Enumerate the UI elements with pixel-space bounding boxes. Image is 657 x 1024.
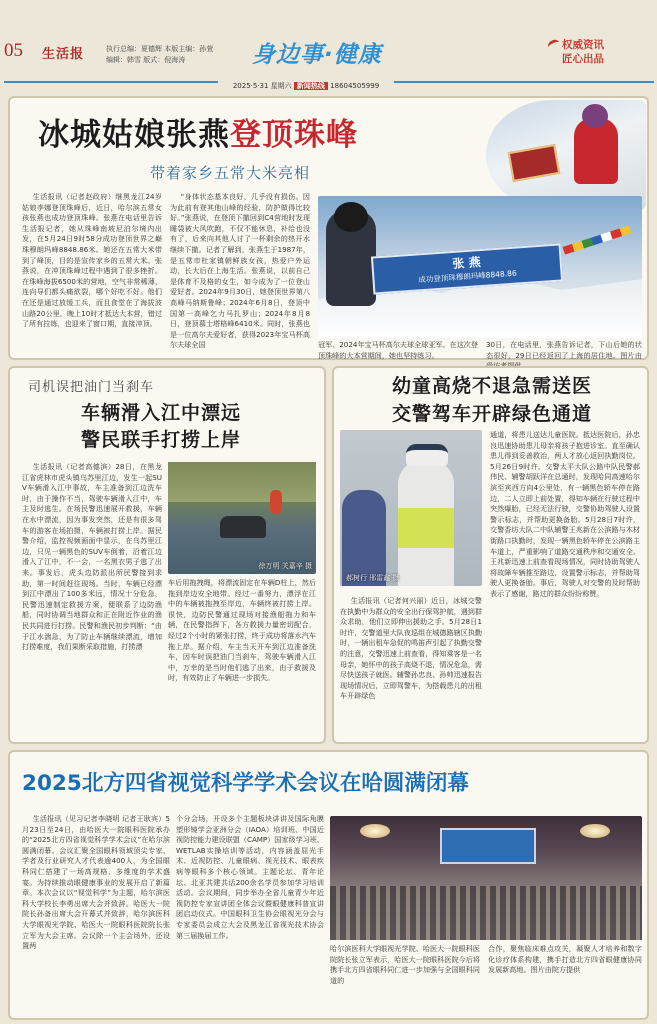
story2-col1-text: 生活报讯（记者高德滨）28日，在黑龙江省虎林市虎头镇乌苏里江边，发生一起SUV车辆滑入江中事故，车主准备到江边洗车时，由于操作不当，驾驶车辆滑入江中，车主及时逃生。在场民警迅速展开救援，车辆在水中漂流，因为事发突然，还是有很多驾车的游客在场拍摄，车辆被打捞上岸。据民警介绍，监控视频画面中显示，在乌苏里江边，只见一辆黑色的SUV车倒着，沿着江边滑入了江中，不一会，一名黑衣男子逃了出来。事发后，虎头边防派出所民警接到求助，第一时间赶往现场。当时，车辆已经漂到江中漂出了100多米远，情况十分危急，民警迅速制定救援方案，便联系了边防渔船，同时协调当地群众和正在附近作业的渔民共同进行打捞。民警和渔民初步判断：“由于江水湍急，为了防止车辆继续漂流，增加打捞难度，我们果断采取措施，打捞漂 bbox=[22, 462, 162, 652]
story2-kicker: 司机误把油门当刹车 bbox=[28, 380, 155, 395]
chandelier-left bbox=[360, 824, 390, 838]
newspaper-logo: 生活报 bbox=[42, 47, 85, 62]
story4-col3 bbox=[330, 944, 480, 1014]
story3-col1-text: 生活报讯（记者何兴丽）近日，冰城交警在执勤中为群众的安全出行保驾护航，遇到群众求助，他们立即伸出援助之手。5月28日1时许，交警道里大队夜巡组在城德路辖区执勤时，一辆出租车急促的鸣笛声引起了执勤交警的注意，交警迅速上前查看，得知乘客是一名母亲，她怀中的孩子高烧不退，情况危急，需尽快送孩子就医。辅警孙忠良、孙帅迅速报告现场情况后，立即驾警车，为搭载患儿的出租车开辟绿色 bbox=[340, 596, 482, 701]
story2-col2-text: 车后用拖拽绳，将漂流固定在车辆D柱上，然后拖到岸边安全地带。经过一番努力，漂浮在江中的车辆被拖拽至岸边，车辆终被打捞上岸。很快，边防民警通过现场对接渔船拖力和车辆，在民警指挥下，各方救援力量密切配合，经过2个小时的紧张打捞，终于成功将落水汽车拖上岸。据介绍，车主当天开车到江边准备洗车，因车时误把油门当刹车，驾驶车辆滑入江中，万幸的是当时他们逃了出来，由于救援及时，有效防止了车辆进一步损失。 bbox=[168, 578, 316, 683]
story1-col3-text: 冠军、2024年宝马杯高尔夫球全球亚军。在这次登顶珠峰的大本营期间，她也坚持练习。 bbox=[318, 340, 478, 360]
issue-date: 2025·5·31 星期六 bbox=[232, 82, 292, 90]
summit-photo-inset bbox=[486, 100, 646, 210]
slogan-line-2: 匠心出品 bbox=[562, 53, 604, 65]
page-number: 05 bbox=[4, 40, 23, 61]
hotline-label: 新闻热线 bbox=[294, 82, 328, 90]
car-rescue-photo bbox=[168, 462, 316, 574]
editor-line: 执行总编：夏德辉 本版主编：孙萱 bbox=[106, 45, 214, 53]
story1-title bbox=[38, 116, 358, 154]
story3-photo-credit: 郝树行 邢雷鑫 摄 bbox=[346, 574, 400, 582]
story4-col4 bbox=[488, 944, 642, 1014]
everest-summit-photo bbox=[318, 196, 642, 338]
slogan-line-1: 权威资讯 bbox=[562, 39, 604, 51]
story2-title-line1: 车辆滑入江中漂远 bbox=[80, 402, 241, 424]
date-bar bbox=[218, 79, 394, 93]
audience-rows bbox=[330, 886, 642, 940]
story1-col1-text: 生活报讯（记者赵政府）继黑龙江24岁姑娘李娜登顶珠峰后，近日，哈尔滨五常女孩张燕也成功登顶珠峰。张燕在电话里告诉生活报记者，她从珠峰南坡尼泊尔境内出发，在5月24日9时58分成功登顶世界之巅珠穆朗玛峰8848.86米。她还在五常大米带到了峰顶，目的是宣传家乡的五常大米。张燕说，在冲顶珠峰过程中遇到了很多挫折。在珠峰海拔6500米的营地，空气非常稀薄，连向导们都头痛欲裂，哪个好吃不好。他们在还是通过放缓工兵，而且食堂在了海拔波山路20公里，晚上10时才抵达大本营，错过了所有拉练，也迎来了窗口期，直接冲顶。 bbox=[22, 192, 162, 329]
climber-head bbox=[582, 104, 608, 128]
editor-line-2: 编辑：韩雪 版式：倪海涛 bbox=[106, 56, 186, 64]
reflective-vest bbox=[398, 508, 454, 548]
story4-col1 bbox=[22, 814, 170, 1014]
story1-title-red: 登顶珠峰 bbox=[230, 117, 358, 153]
rescuer-figure bbox=[270, 490, 282, 514]
prayer-flags bbox=[562, 225, 631, 254]
slogan bbox=[562, 38, 604, 66]
story3-title-line1: 幼童高烧不退急需送医 bbox=[391, 375, 592, 397]
story3-col2 bbox=[490, 430, 640, 736]
conference-hall-photo bbox=[330, 816, 642, 940]
chandelier-right bbox=[580, 824, 610, 838]
hotline-number: 18604505999 bbox=[330, 82, 380, 90]
section-title: 身边事·健康 bbox=[252, 42, 382, 68]
story1-col4 bbox=[486, 340, 642, 360]
story4-col3-text: 哈尔滨医科大学眼视光学院、哈医大一院眼科医院院长张立军表示，哈医大一院眼科医院今后将携手北方四省眼科同仁进一步加强与全国眼科同道的 bbox=[330, 944, 480, 985]
submerged-car bbox=[220, 516, 266, 538]
story1-title-black: 冰城姑娘张燕 bbox=[38, 117, 230, 153]
traffic-police-photo bbox=[340, 430, 482, 586]
story3-title bbox=[342, 372, 642, 428]
slogan-swoosh-icon bbox=[546, 38, 561, 52]
story1-subtitle: 带着家乡五常大米亮相 bbox=[150, 164, 311, 182]
story2-title bbox=[56, 400, 266, 454]
story4-col2-text: 个分会场，开设多个主题板块讲讲及国际角膜塑形镜学会亚洲分会（IAOA）培训班、中国近视防控能力建设联盟（CAMP）国家级学习班、WETLAB实操培训等活动，内容涵盖屈光手术、近视防控、儿童眼病、视光技术、眼表疾病等眼科多个核心领域。主题论坛、青年论坛、北亚共建共话200余名学员参加学习培训活动。会议期间，同步举办全省儿童青少年近视防控专家宣讲团全体会议暨眼健康科普宣讲团启动仪式。中国眼科卫生协会眼视光分会与专家委员会成立大会及黑龙江省视光技术协会第三届换届工作。 bbox=[176, 814, 324, 940]
story4-title: 2025北方四省视觉科学学术会议在哈圆满闭幕 bbox=[22, 771, 469, 796]
story1-col2-text: “身体状态基本良好，几乎没有损伤。因为此前有登其他山峰的经验，防护做得比较好。”张燕说，在登顶下撤回到C4营地时发现睡袋被大风吹跑，不仅不能休息，补给也没有了，后来向其他人讨了一杯剩余的热开水继续下撤。记者了解到，张燕生于1987年，是五常市杜家镇朝鲜族女孩，热爱户外运动，长大后在上海生活。张燕说，以前自己是体育不及格的女生，如今成为了一位登山爱好者。2024年9月30日，她登顶世界第八高峰马纳斯鲁峰；2024年6月8日，登顶中国第一高峰乞力马扎罗山；2024年8月8日，登顶慕士塔格峰6410米。同时，张燕也是一位高尔夫爱好者，获得2023年宝马杯高尔夫球全国 bbox=[170, 192, 310, 350]
river-bank bbox=[168, 462, 316, 502]
story1-col1 bbox=[22, 192, 162, 338]
story2-title-line2: 警民联手打捞上岸 bbox=[80, 429, 241, 451]
story2-photo-credit: 徐万明 关嘉辛 摄 bbox=[258, 562, 312, 570]
story3-title-line2: 交警驾车开辟绿色通道 bbox=[391, 403, 592, 425]
story1-col2 bbox=[170, 192, 310, 350]
story4-col4-text: 合作，聚焦临床难点攻关，凝聚人才培养和数字化诊疗体系构建，携手打造北方四省眼健康协同发展新高地。图片由院方提供 bbox=[488, 944, 642, 975]
story4-col1-text: 生活报讯（见习记者李晓明 记者王耿宾）5月23日至24日，由哈医大一院眼科医院承办的“2025北方四省视觉科学学术会议”在哈尔滨圆满闭幕。会议汇聚全国眼科领域顶尖专家、学者及行业研究人才代表逾400人，为全国眼科同仁搭建了一场高规格、多维度的学术盛宴。为持续推动眼健康事业的发展开启了新篇章。本次会议以“视觉科学”为主题，哈尔滨医科大学校长李勇出席大会并致辞。哈医大一院院长孙备出席大会开幕式并致辞，哈尔滨医科大学眼视光学院、哈医大一院眼科医院院长张立军为大会主席。会议除一个主会场外，还设置两 bbox=[22, 814, 170, 951]
story2-col2 bbox=[168, 578, 316, 736]
banner-name: 张 燕 bbox=[452, 255, 482, 271]
story3-col1 bbox=[340, 596, 482, 736]
story1-col3 bbox=[318, 340, 478, 360]
climber-mask bbox=[334, 202, 368, 232]
banner-caption: 成功登顶珠穆朗玛峰8848.86 bbox=[418, 268, 517, 285]
story1-col4-text: 30日，在电话里，张燕告诉记者，下山后她的状态很好，29日已经返回了上海的居住地。图片由 bbox=[486, 340, 642, 360]
mother-figure bbox=[342, 490, 386, 586]
rice-box-icon bbox=[508, 144, 560, 182]
editor-credits bbox=[106, 44, 213, 66]
story2-col1 bbox=[22, 462, 162, 736]
officer-cap bbox=[406, 444, 448, 466]
story4-col2 bbox=[176, 814, 324, 1014]
story3-col2-text: 通道，将患儿送达儿童医院。抵达医院后，孙忠良迅速协助患儿母亲将孩子抱进诊室。直至确认患儿得到妥善救治，两人才放心返回执勤岗位。5月26日9时许，交警太平大队公路中队民警郝伟民、辅警胡跃洋在总通时，发现哈同高速哈尔滨至宾西方向4公里处，有一辆黑色轿车停在路边，二人立即上前处置，得知车辆在行驶过程中突然爆胎，已经无法行驶，交警协助驾驶人设置警示标志，并帮助更换备胎。5月28日7时许，交警香坊大队二中队辅警王兆新在公滨路与木材街路口执勤时，发现一辆黑色轿车停在公滨路主车道上，严重影响了道路交通秩序和交通安全。王兆新迅速上前查看现场情况，同时协助驾驶人将故障车辆推至路边，设置警示标志，并帮助驾驶人更换备胎。事后，驾驶人对交警的及时帮助表示了感谢，路过的群众纷纷称赞。 bbox=[490, 430, 640, 598]
stage-screen bbox=[440, 828, 536, 864]
